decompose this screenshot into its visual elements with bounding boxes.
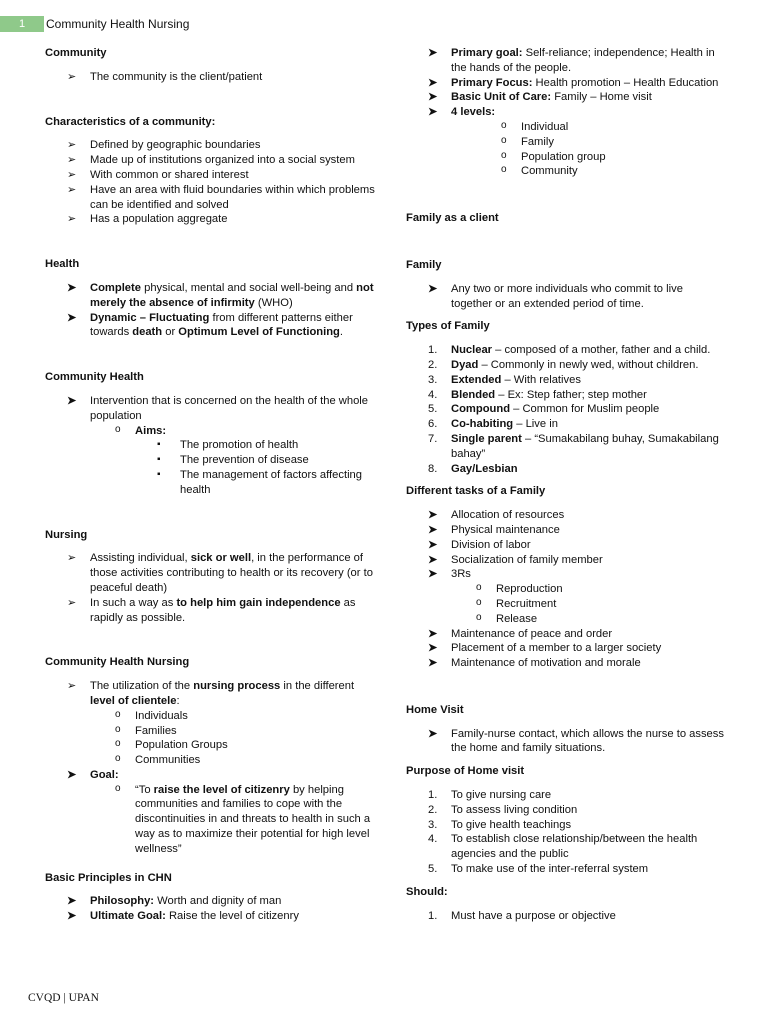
- family-list: [406, 282, 726, 312]
- list-item: 1. Nuclear – composed of a mother, father and a child.: [428, 344, 711, 357]
- heading-health: Health: [45, 258, 80, 271]
- heading-community: Community: [45, 47, 107, 59]
- list-item: 8. Gay/Lesbian: [428, 462, 518, 475]
- should-list: [406, 909, 726, 924]
- list-item: ➤ Division of labor: [406, 538, 726, 553]
- list-item: o Individual: [476, 120, 726, 135]
- list-item: o Population group: [476, 150, 726, 165]
- list-item: o Families: [90, 724, 375, 739]
- list-item: o Family: [476, 135, 726, 150]
- heading-family-client: Family as a client: [406, 212, 499, 225]
- list-item: 3. To give health teachings: [428, 818, 572, 831]
- list-item: ▪ The management of factors affecting health: [135, 468, 375, 498]
- community-list: [45, 70, 375, 85]
- list-item: ➤ Intervention that is concerned on the health of the whole population o Aims: ▪ The promotion of health ▪ The prevention of disease ▪ The management of factors affecting health: [45, 394, 375, 498]
- principles-list: [45, 894, 375, 924]
- list-item: o Recruitment: [451, 597, 726, 612]
- heading-nursing: Nursing: [45, 528, 88, 541]
- list-item: ➤ Dynamic – Fluctuating from different patterns either towards death or Optimum Level of Functioning.: [45, 311, 375, 341]
- heading-home-visit: Home Visit: [406, 703, 464, 716]
- purpose-list: [406, 788, 726, 877]
- list-item: 6. Co-habiting – Live in: [428, 418, 558, 431]
- footer-text: CVQD | UPAN: [28, 992, 99, 1004]
- list-item: o Release: [451, 612, 726, 627]
- list-item: ➤ Maintenance of peace and order: [406, 627, 726, 642]
- list-item: ➤ Primary Focus: Health promotion – Health Education: [406, 76, 726, 91]
- list-item: 5. Compound – Common for Muslim people: [428, 403, 660, 416]
- list-item: ➤ Allocation of resources: [406, 508, 726, 523]
- levels-list: [451, 120, 726, 179]
- list-item: o Reproduction: [451, 582, 726, 597]
- list-item: ➤ 4 levels: o Individual o Family o Population group o Community: [406, 105, 726, 179]
- list-item: o Individuals: [90, 709, 375, 724]
- list-item: ➢ With common or shared interest: [45, 168, 375, 183]
- list-item: o Communities: [90, 753, 375, 768]
- chn-goal-list: [45, 768, 375, 857]
- list-item: ➢ Defined by geographic boundaries: [45, 138, 375, 153]
- list-item: ➢ The utilization of the nursing process in the different level of clientele: o Individuals o Families o Population Groups o Communities: [45, 679, 375, 768]
- list-item: ➢ Have an area with fluid boundaries within which problems can be identified and solved: [45, 183, 375, 213]
- list-item: 2. Dyad – Commonly in newly wed, without children.: [428, 358, 699, 371]
- home-visit-list: [406, 727, 726, 757]
- list-item: 4. Blended – Ex: Step father; step mother: [428, 388, 647, 401]
- list-item: ➤ Basic Unit of Care: Family – Home visit: [406, 90, 726, 105]
- rs-list: [451, 582, 726, 626]
- page-title: Community Health Nursing: [46, 17, 190, 31]
- heading-principles: Basic Principles in CHN: [45, 871, 172, 884]
- list-item: 7. Single parent – “Sumakabilang buhay, Sumakabilang bahay”: [428, 432, 719, 460]
- list-item: ➢ In such a way as to help him gain independence as rapidly as possible.: [45, 596, 375, 626]
- list-item: ➤ Ultimate Goal: Raise the level of citizenry: [45, 909, 375, 924]
- list-item: ➤ Complete physical, mental and social well-being and not merely the absence of infirmity (WHO): [45, 281, 375, 311]
- page-number: 1: [0, 16, 44, 32]
- list-item: ➤ Physical maintenance: [406, 523, 726, 538]
- community-health-list: [45, 394, 375, 498]
- list-item: ➢ Assisting individual, sick or well, in the performance of those activities contributing to health or its recovery (or to peaceful death): [45, 551, 375, 595]
- list-item: ➤ Philosophy: Worth and dignity of man: [45, 894, 375, 909]
- heading-purpose: Purpose of Home visit: [406, 765, 525, 778]
- heading-family: Family: [406, 258, 442, 271]
- list-item: ➢ Made up of institutions organized into a social system: [45, 153, 375, 168]
- list-item: ▪ The prevention of disease: [135, 453, 375, 468]
- heading-community-health: Community Health: [45, 371, 144, 384]
- tasks-list: [406, 508, 726, 671]
- list-item: 1. To give nursing care: [428, 789, 552, 802]
- list-item: ➤ Maintenance of motivation and morale: [406, 656, 726, 671]
- characteristics-list: [45, 138, 375, 227]
- list-item: o Community: [476, 164, 726, 179]
- right-column: [406, 46, 726, 923]
- list-item: 5. To make use of the inter-referral system: [428, 863, 649, 876]
- nursing-list: [45, 551, 375, 625]
- types-list: [406, 343, 726, 476]
- list-item: ➤ Any two or more individuals who commit to live together or an extended period of time.: [406, 282, 726, 312]
- heading-types: Types of Family: [406, 320, 490, 333]
- list-item: o Population Groups: [90, 738, 375, 753]
- list-item: ➤ Goal: o “To raise the level of citizenry by helping communities and families to cope with the discontinuities in and threats to health in such a way as to maximize their potential for high level wellness”: [45, 768, 375, 857]
- list-item: ➢ The community is the client/patient: [45, 70, 375, 85]
- clientele-list: [90, 709, 375, 768]
- list-item: ▪ The promotion of health: [135, 438, 375, 453]
- list-item: ➤ Family-nurse contact, which allows the nurse to assess the home and family situations.: [406, 727, 726, 757]
- list-item: ➤ Socialization of family member: [406, 553, 726, 568]
- list-item: 4. To establish close relationship/between the health agencies and the public: [428, 833, 698, 861]
- heading-should: Should:: [406, 885, 448, 898]
- list-item: ➢ Has a population aggregate: [45, 212, 375, 227]
- heading-characteristics: Characteristics of a community:: [45, 115, 216, 128]
- list-item: ➤ 3Rs o Reproduction o Recruitment o Release: [406, 567, 726, 626]
- goal-sublist: [90, 783, 375, 857]
- list-item: ➤ Primary goal: Self-reliance; independence; Health in the hands of the people.: [406, 46, 726, 76]
- left-column: [45, 46, 375, 924]
- list-item: o Aims: ▪ The promotion of health ▪ The prevention of disease ▪ The management of factors affecting health: [90, 424, 375, 498]
- list-item: 1. Must have a purpose or objective: [428, 909, 616, 922]
- list-item: 3. Extended – With relatives: [428, 373, 581, 386]
- chn-list: [45, 679, 375, 768]
- list-item: ➤ Placement of a member to a larger society: [406, 641, 726, 656]
- list-item: 2. To assess living condition: [428, 803, 578, 816]
- heading-chn: Community Health Nursing: [45, 656, 190, 669]
- list-item: o “To raise the level of citizenry by helping communities and families to cope with the discontinuities in and threats to health in such a way as to maximize their potential for high level wellness”: [90, 783, 375, 857]
- aims-list: [90, 424, 375, 498]
- aims-sublist: [135, 438, 375, 497]
- principles-continued-list: [406, 46, 726, 179]
- heading-tasks: Different tasks of a Family: [406, 485, 546, 498]
- health-list: [45, 281, 375, 340]
